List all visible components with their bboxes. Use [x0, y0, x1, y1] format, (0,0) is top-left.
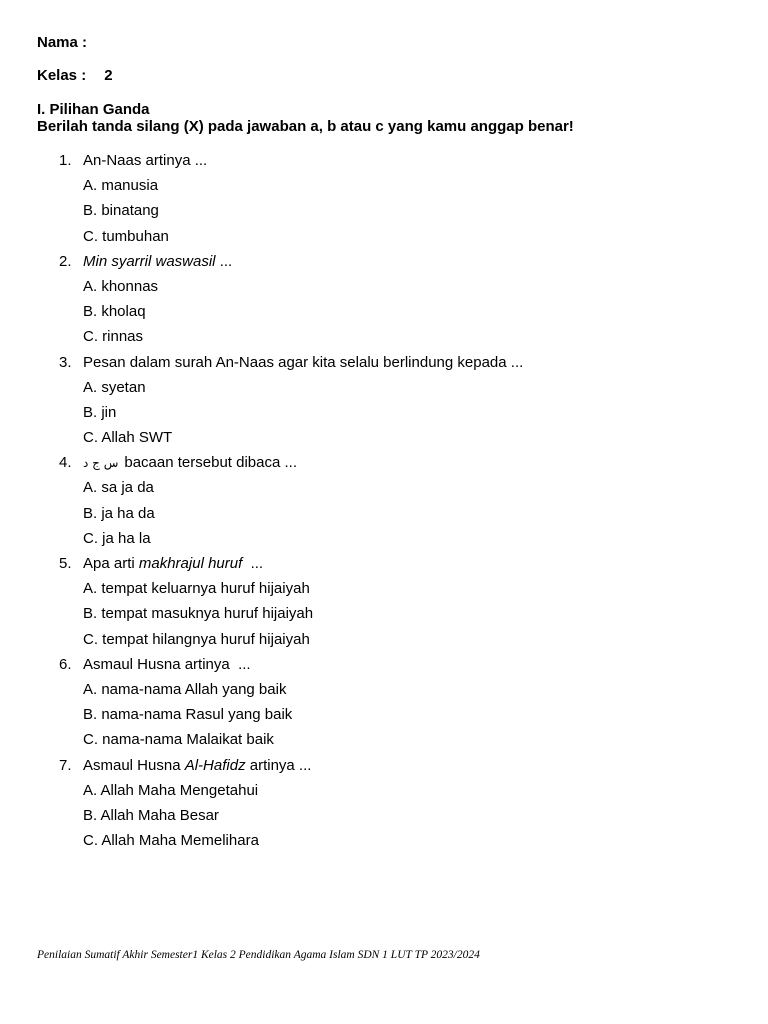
question-text: Asmaul Husna artinya ...: [83, 655, 251, 673]
option-c[interactable]: C. Allah Maha Memelihara: [83, 832, 259, 850]
option-row: [0, 830, 768, 855]
option-a[interactable]: A. Allah Maha Mengetahui: [83, 781, 259, 799]
question-text: [83, 554, 263, 574]
option-row: [0, 175, 768, 200]
option-b[interactable]: B. Allah Maha Besar: [83, 806, 219, 824]
question-3: [0, 352, 768, 377]
option-row: [0, 528, 768, 553]
question-2: [0, 251, 768, 276]
option-row: [0, 276, 768, 301]
question-5: [0, 553, 768, 578]
kelas-label: Kelas :: [37, 67, 87, 84]
option-row: [0, 805, 768, 830]
page-footer: Penilaian Sumatif Akhir Semester1 Kelas 2 Pendidikan Agama Islam SDN 1 LUT TP 2023/2024: [37, 949, 480, 961]
option-row: [0, 326, 768, 351]
option-a[interactable]: A. syetan: [83, 378, 146, 396]
kelas-field: [37, 67, 113, 85]
question-7: [0, 755, 768, 780]
question-text-after: ...: [215, 252, 233, 270]
option-row: [0, 629, 768, 654]
question-number: 7.: [59, 756, 72, 774]
question-6: [0, 654, 768, 679]
question-italic-text: makhrajul huruf: [138, 555, 243, 572]
question-number: 5.: [59, 555, 72, 572]
option-a[interactable]: A. tempat keluarnya huruf hijaiyah: [83, 580, 310, 598]
question-text: [83, 453, 297, 473]
question-text-after: bacaan tersebut dibaca ...: [124, 454, 297, 472]
option-row: [0, 780, 768, 805]
section-header: [37, 101, 574, 135]
option-c[interactable]: C. rinnas: [83, 328, 144, 346]
option-a[interactable]: A. sa ja da: [83, 479, 154, 497]
question-4: [0, 452, 768, 477]
option-b[interactable]: B. tempat masuknya huruf hijaiyah: [83, 605, 314, 623]
nama-field: [37, 34, 87, 52]
option-b[interactable]: B. ja ha da: [83, 504, 155, 522]
section-title: I. Pilihan Ganda: [37, 101, 150, 118]
option-row: [0, 704, 768, 729]
question-number: 6.: [59, 655, 72, 673]
option-row: [0, 427, 768, 452]
option-a[interactable]: A. manusia: [83, 177, 159, 195]
option-row: [0, 503, 768, 528]
option-row: [0, 226, 768, 251]
question-list: [0, 150, 768, 855]
question-text-after: artinya ...: [245, 756, 312, 774]
question-text: Pesan dalam surah An-Naas agar kita selalu berlindung kepada ...: [83, 353, 524, 371]
section-instruction: Berilah tanda silang (X) pada jawaban a, b atau c yang kamu anggap benar!: [37, 118, 574, 135]
option-row: [0, 477, 768, 502]
option-c[interactable]: C. tumbuhan: [83, 227, 169, 245]
option-c[interactable]: C. tempat hilangnya huruf hijaiyah: [83, 630, 310, 648]
option-b[interactable]: B. jin: [83, 403, 117, 421]
question-1: [0, 150, 768, 175]
option-row: [0, 200, 768, 225]
question-number: 3.: [59, 353, 72, 371]
option-b[interactable]: B. binatang: [83, 202, 159, 220]
question-text: [83, 252, 232, 272]
option-c[interactable]: C. nama-nama Malaikat baik: [83, 731, 274, 749]
option-b[interactable]: B. kholaq: [83, 303, 146, 321]
question-number: 2.: [59, 252, 72, 270]
question-italic-text: Al-Hafidz: [184, 756, 246, 774]
kelas-value: 2: [104, 67, 113, 84]
option-b[interactable]: B. nama-nama Rasul yang baik: [83, 706, 293, 724]
arabic-letters: س ج د: [83, 456, 119, 471]
option-c[interactable]: C. ja ha la: [83, 529, 151, 547]
question-text: [83, 756, 311, 776]
question-text-before: Apa arti: [83, 555, 139, 572]
question-number: 4.: [59, 454, 72, 472]
question-italic-text: Min syarril waswasil: [83, 252, 216, 270]
option-row: [0, 377, 768, 402]
option-a[interactable]: A. khonnas: [83, 277, 159, 295]
option-row: [0, 578, 768, 603]
option-c[interactable]: C. Allah SWT: [83, 429, 173, 447]
option-row: [0, 729, 768, 754]
option-row: [0, 603, 768, 628]
option-row: [0, 679, 768, 704]
question-number: 1.: [59, 152, 72, 169]
question-text-before: Asmaul Husna: [83, 756, 185, 774]
nama-label: Nama :: [37, 34, 88, 51]
question-text: An-Naas artinya ...: [83, 152, 208, 169]
option-row: [0, 301, 768, 326]
option-row: [0, 402, 768, 427]
question-text-after: ...: [242, 555, 264, 572]
option-a[interactable]: A. nama-nama Allah yang baik: [83, 680, 287, 698]
